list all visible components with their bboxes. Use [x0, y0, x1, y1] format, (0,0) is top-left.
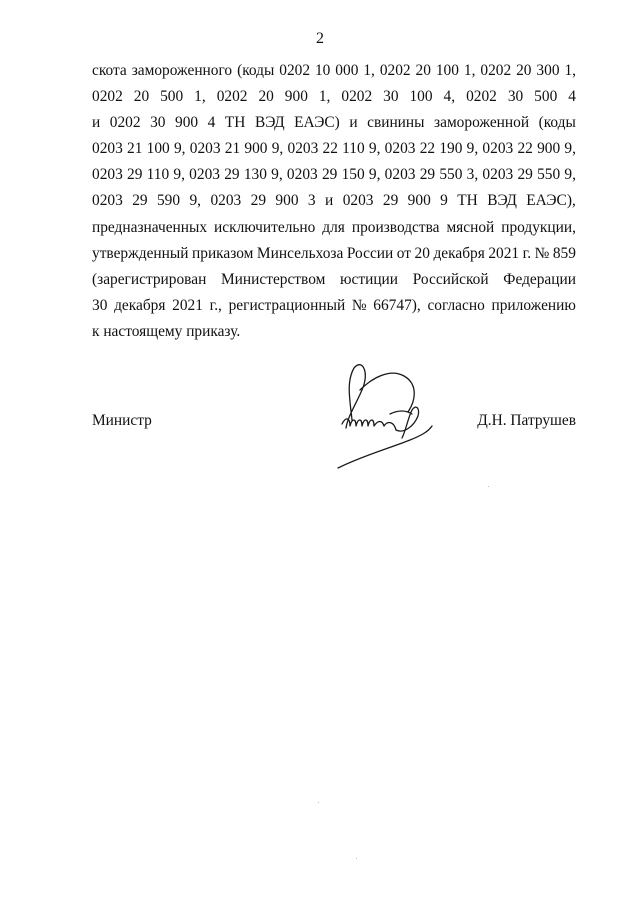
- paragraph-word: 0202: [379, 62, 411, 79]
- paragraph-word: 21: [224, 140, 241, 158]
- paragraph-line: [92, 136, 576, 162]
- paragraph-word: 22: [419, 140, 436, 158]
- scan-speck: [488, 486, 489, 487]
- paragraph-word: ЕАЭС),: [526, 192, 576, 210]
- paragraph-word: Федерации: [503, 270, 576, 288]
- paragraph-word: ВЭД: [487, 192, 517, 210]
- paragraph-word: ТН: [457, 192, 478, 210]
- paragraph-word: (коды: [538, 114, 576, 132]
- paragraph-line: [92, 188, 576, 214]
- paragraph-word: г.,: [209, 296, 222, 314]
- paragraph-word: 900: [244, 140, 268, 158]
- paragraph-word: приложению: [491, 296, 576, 314]
- paragraph-word: Минсельхоза: [256, 244, 344, 262]
- paragraph-word: 30: [150, 114, 166, 132]
- paragraph-word: г.: [522, 244, 532, 262]
- paragraph-word: и: [92, 114, 101, 132]
- paragraph-word: 0203: [482, 140, 514, 158]
- paragraph-word: свинины: [367, 114, 425, 132]
- paragraph-word: 22: [517, 140, 533, 158]
- paragraph-word: 21: [127, 140, 143, 158]
- paragraph-word: 1,: [363, 62, 375, 79]
- paragraph-word: 550: [537, 166, 561, 184]
- paragraph-word: декабря: [114, 296, 166, 314]
- paragraph-word: 29: [250, 192, 267, 210]
- page-number: 2: [316, 30, 324, 47]
- paragraph-word: 100: [146, 140, 170, 158]
- paragraph-word: 20: [516, 62, 532, 79]
- paragraph-line: [92, 84, 576, 110]
- paragraph-word: для: [322, 218, 345, 236]
- paragraph-word: 0202: [480, 62, 512, 79]
- paragraph-word: 110: [146, 166, 170, 184]
- paragraph-word: 0203: [482, 166, 514, 184]
- paragraph-word: мясной: [446, 218, 495, 236]
- paragraph-word: России: [346, 244, 394, 262]
- paragraph-word: приказом: [192, 244, 254, 262]
- paragraph-word: Министерством: [221, 270, 326, 288]
- paragraph-word: 10: [314, 62, 331, 79]
- paragraph-word: 900: [175, 114, 199, 132]
- paragraph-word: 0202: [92, 88, 123, 106]
- paragraph-word: 29: [224, 166, 240, 184]
- paragraph-word: 4,: [443, 88, 456, 106]
- paragraph-word: 29: [321, 166, 338, 184]
- paragraph-word: (коды: [237, 62, 275, 79]
- paragraph-word: 130: [243, 166, 267, 184]
- paragraph-word: 0203: [189, 140, 221, 158]
- paragraph-word: 1,: [194, 88, 206, 106]
- paragraph-word: 000: [335, 62, 359, 79]
- paragraph-word: 3: [307, 192, 316, 210]
- paragraph-word: 0203: [286, 166, 318, 184]
- paragraph-word: 859: [552, 244, 576, 262]
- signature-stroke-upper: [360, 373, 414, 412]
- paragraph-last-line-text: к настоящему приказу.: [92, 322, 241, 340]
- paragraph-word: производства: [351, 218, 440, 236]
- paragraph-word: 4: [568, 88, 576, 106]
- paragraph-word: 0202: [216, 88, 248, 106]
- paragraph-word: 500: [160, 88, 184, 106]
- paragraph-word: Российской: [412, 270, 489, 288]
- paragraph-word: юстиции: [340, 270, 399, 288]
- paragraph-word: 550: [439, 166, 463, 184]
- paragraph-word: 0203: [92, 166, 123, 184]
- order-paragraph: [92, 58, 576, 345]
- paragraph-line: [92, 110, 576, 136]
- paragraph-word: 29: [517, 166, 533, 184]
- paragraph-word: 0202: [341, 88, 373, 106]
- paragraph-word: 20: [133, 88, 150, 106]
- paragraph-word: (зарегистрирован: [92, 270, 207, 288]
- paragraph-word: 30: [507, 88, 524, 106]
- paragraph-line: [92, 162, 576, 188]
- paragraph-word: 0203: [92, 140, 123, 158]
- paragraph-word: 9,: [271, 166, 283, 184]
- paragraph-last-line: [92, 319, 576, 345]
- paragraph-word: 1,: [463, 62, 476, 79]
- paragraph-word: 3,: [466, 166, 479, 184]
- paragraph-word: утвержденный: [92, 244, 189, 262]
- paragraph-word: от: [396, 244, 412, 262]
- paragraph-word: продукции,: [501, 218, 576, 236]
- paragraph-word: согласно: [427, 296, 485, 314]
- paragraph-word: 0202: [109, 114, 141, 132]
- signature-stroke-name: [342, 419, 396, 430]
- paragraph-word: 9,: [564, 140, 576, 158]
- paragraph-word: 29: [382, 192, 399, 210]
- paragraph-word: 2021: [488, 244, 520, 262]
- signatory-name: Д.Н. Патрушев: [477, 412, 576, 429]
- paragraph-word: декабря: [433, 244, 485, 262]
- paragraph-word: 100: [409, 88, 433, 106]
- paragraph-word: ТН: [224, 114, 246, 132]
- paragraph-word: 0203: [92, 192, 123, 210]
- paragraph-word: 590: [156, 192, 181, 210]
- paragraph-word: ЕАЭС): [294, 114, 340, 132]
- paragraph-word: 0203: [189, 166, 220, 184]
- paragraph-word: 500: [534, 88, 558, 106]
- paragraph-word: 29: [127, 166, 143, 184]
- signatory-title: Министр: [92, 412, 152, 429]
- paragraph-word: 29: [419, 166, 436, 184]
- paragraph-word: 0203: [384, 140, 416, 158]
- paragraph-word: 9,: [466, 140, 479, 158]
- paragraph-word: предназначенных: [92, 218, 208, 236]
- paragraph-word: 0203: [210, 192, 242, 210]
- paragraph-word: 29: [132, 192, 148, 210]
- handwritten-signature: [332, 360, 442, 472]
- paragraph-word: 20: [414, 244, 430, 262]
- paragraph-word: 0203: [384, 166, 416, 184]
- paragraph-word: 900: [537, 140, 561, 158]
- paragraph-word: 30: [383, 88, 399, 106]
- paragraph-word: ВЭД: [254, 114, 285, 132]
- paragraph-word: 9,: [173, 166, 185, 184]
- paragraph-word: 30: [92, 296, 108, 314]
- paragraph-word: 9: [440, 192, 448, 210]
- paragraph-word: 0202: [279, 62, 311, 79]
- paragraph-word: 9,: [173, 140, 186, 158]
- paragraph-word: 9,: [271, 140, 284, 158]
- paragraph-word: 110: [342, 140, 365, 158]
- paragraph-word: 1,: [318, 88, 331, 106]
- paragraph-line: [92, 241, 576, 267]
- paragraph-word: и: [349, 114, 358, 132]
- paragraph-word: исключительно: [214, 218, 316, 236]
- paragraph-line: [92, 267, 576, 293]
- paragraph-word: 9,: [368, 140, 381, 158]
- paragraph-word: 300: [536, 62, 560, 79]
- paragraph-line: [92, 293, 576, 319]
- paragraph-lines: [92, 58, 576, 319]
- paragraph-word: 900: [407, 192, 431, 210]
- paragraph-word: замороженного: [131, 62, 233, 79]
- paragraph-word: №: [351, 296, 367, 314]
- paragraph-line: [92, 215, 576, 241]
- paragraph-word: 0203: [287, 140, 319, 158]
- paragraph-word: 9,: [189, 192, 202, 210]
- paragraph-word: 190: [439, 140, 463, 158]
- paragraph-word: 1,: [564, 62, 576, 79]
- paragraph-word: 2021: [172, 296, 203, 314]
- paragraph-word: 150: [341, 166, 365, 184]
- paragraph-word: 0203: [342, 192, 374, 210]
- paragraph-word: и: [325, 192, 334, 210]
- scan-speck: [318, 802, 319, 803]
- signature-stroke-underline: [338, 426, 432, 468]
- paragraph-word: 0202: [466, 88, 497, 106]
- paragraph-word: 20: [415, 62, 431, 79]
- paragraph-line: [92, 58, 576, 84]
- paragraph-word: 900: [284, 88, 308, 106]
- paragraph-word: 100: [435, 62, 459, 79]
- paragraph-word: 900: [275, 192, 299, 210]
- paragraph-word: 20: [258, 88, 274, 106]
- paragraph-word: регистрационный: [228, 296, 346, 314]
- paragraph-word: №: [534, 244, 550, 262]
- paragraph-word: 66747),: [373, 296, 421, 314]
- paragraph-word: скота: [92, 62, 127, 79]
- scan-speck: [356, 858, 357, 859]
- paragraph-word: 9,: [564, 166, 576, 184]
- paragraph-word: 22: [322, 140, 338, 158]
- paragraph-word: 9,: [368, 166, 381, 184]
- signature-stroke-loop: [346, 365, 365, 428]
- paragraph-word: 4: [207, 114, 216, 132]
- paragraph-word: замороженной: [434, 114, 530, 132]
